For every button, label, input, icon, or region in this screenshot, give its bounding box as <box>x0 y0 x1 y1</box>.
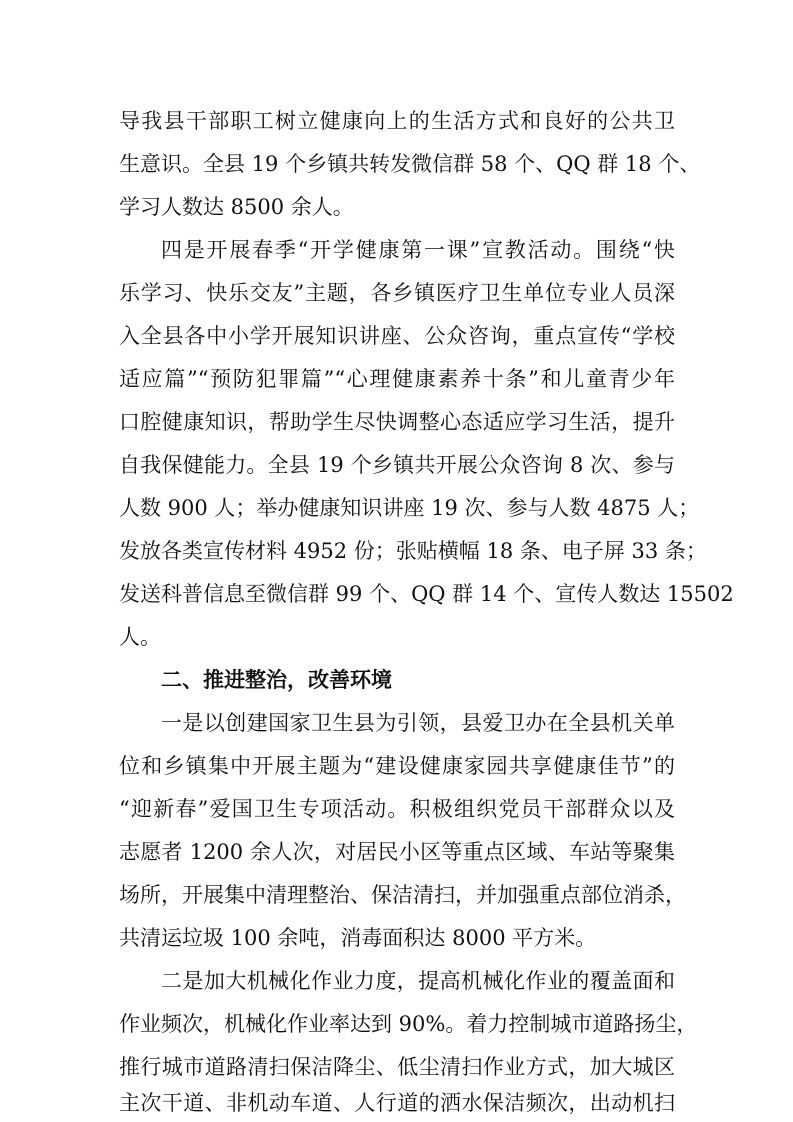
paragraph-line: 入全县各中小学开展知识讲座、公众咨询，重点宣传“学校 <box>119 324 675 348</box>
paragraph-line: 导我县干部职工树立健康向上的生活方式和良好的公共卫 <box>119 109 675 133</box>
paragraph-line: 场所，开展集中清理整治、保洁清扫，并加强重点部位消杀， <box>119 883 686 907</box>
paragraph-line: 人数 900 人；举办健康知识讲座 19 次、参与人数 4875 人； <box>119 496 700 520</box>
paragraph-line: 生意识。全县 19 个乡镇共转发微信群 58 个、QQ 群 18 个、 <box>119 152 701 176</box>
section-heading: 二、推进整治，改善环境 <box>161 668 392 692</box>
paragraph-line: 自我保健能力。全县 19 个乡镇共开展公众咨询 8 次、参与 <box>119 453 675 477</box>
paragraph-line: 位和乡镇集中开展主题为“建设健康家园共享健康佳节”的 <box>119 754 675 778</box>
paragraph-line: 发放各类宣传材料 4952 份；张贴横幅 18 条、电子屏 33 条； <box>119 539 707 563</box>
paragraph-line: 四是开展春季“开学健康第一课”宣教活动。围绕“快 <box>161 238 675 262</box>
paragraph-line: 口腔健康知识，帮助学生尽快调整心态适应学习生活，提升 <box>119 410 675 434</box>
paragraph-line: 主次干道、非机动车道、人行道的洒水保洁频次，出动机扫 <box>119 1091 675 1115</box>
paragraph-line: “迎新春”爱国卫生专项活动。积极组织党员干部群众以及 <box>119 797 675 821</box>
paragraph-line: 共清运垃圾 100 余吨，消毒面积达 8000 平方米。 <box>119 926 597 950</box>
paragraph-line: 人。 <box>119 625 161 649</box>
paragraph-line: 推行城市道路清扫保洁降尘、低尘清扫作业方式，加大城区 <box>119 1055 675 1079</box>
paragraph-line: 学习人数达 8500 余人。 <box>119 195 354 219</box>
paragraph-line: 志愿者 1200 余人次，对居民小区等重点区域、车站等聚集 <box>119 840 675 864</box>
paragraph-line: 一是以创建国家卫生县为引领，县爱卫办在全县机关单 <box>161 711 675 735</box>
paragraph-line: 二是加大机械化作业力度，提高机械化作业的覆盖面和 <box>161 969 675 993</box>
paragraph-line: 适应篇”“预防犯罪篇”“心理健康素养十条”和儿童青少年 <box>119 367 675 391</box>
paragraph-line: 发送科普信息至微信群 99 个、QQ 群 14 个、宣传人数达 15502 <box>119 582 734 606</box>
paragraph-line: 作业频次，机械化作业率达到 90%。着力控制城市道路扬尘， <box>119 1012 698 1036</box>
paragraph-line: 乐学习、快乐交友”主题，各乡镇医疗卫生单位专业人员深 <box>119 281 675 305</box>
